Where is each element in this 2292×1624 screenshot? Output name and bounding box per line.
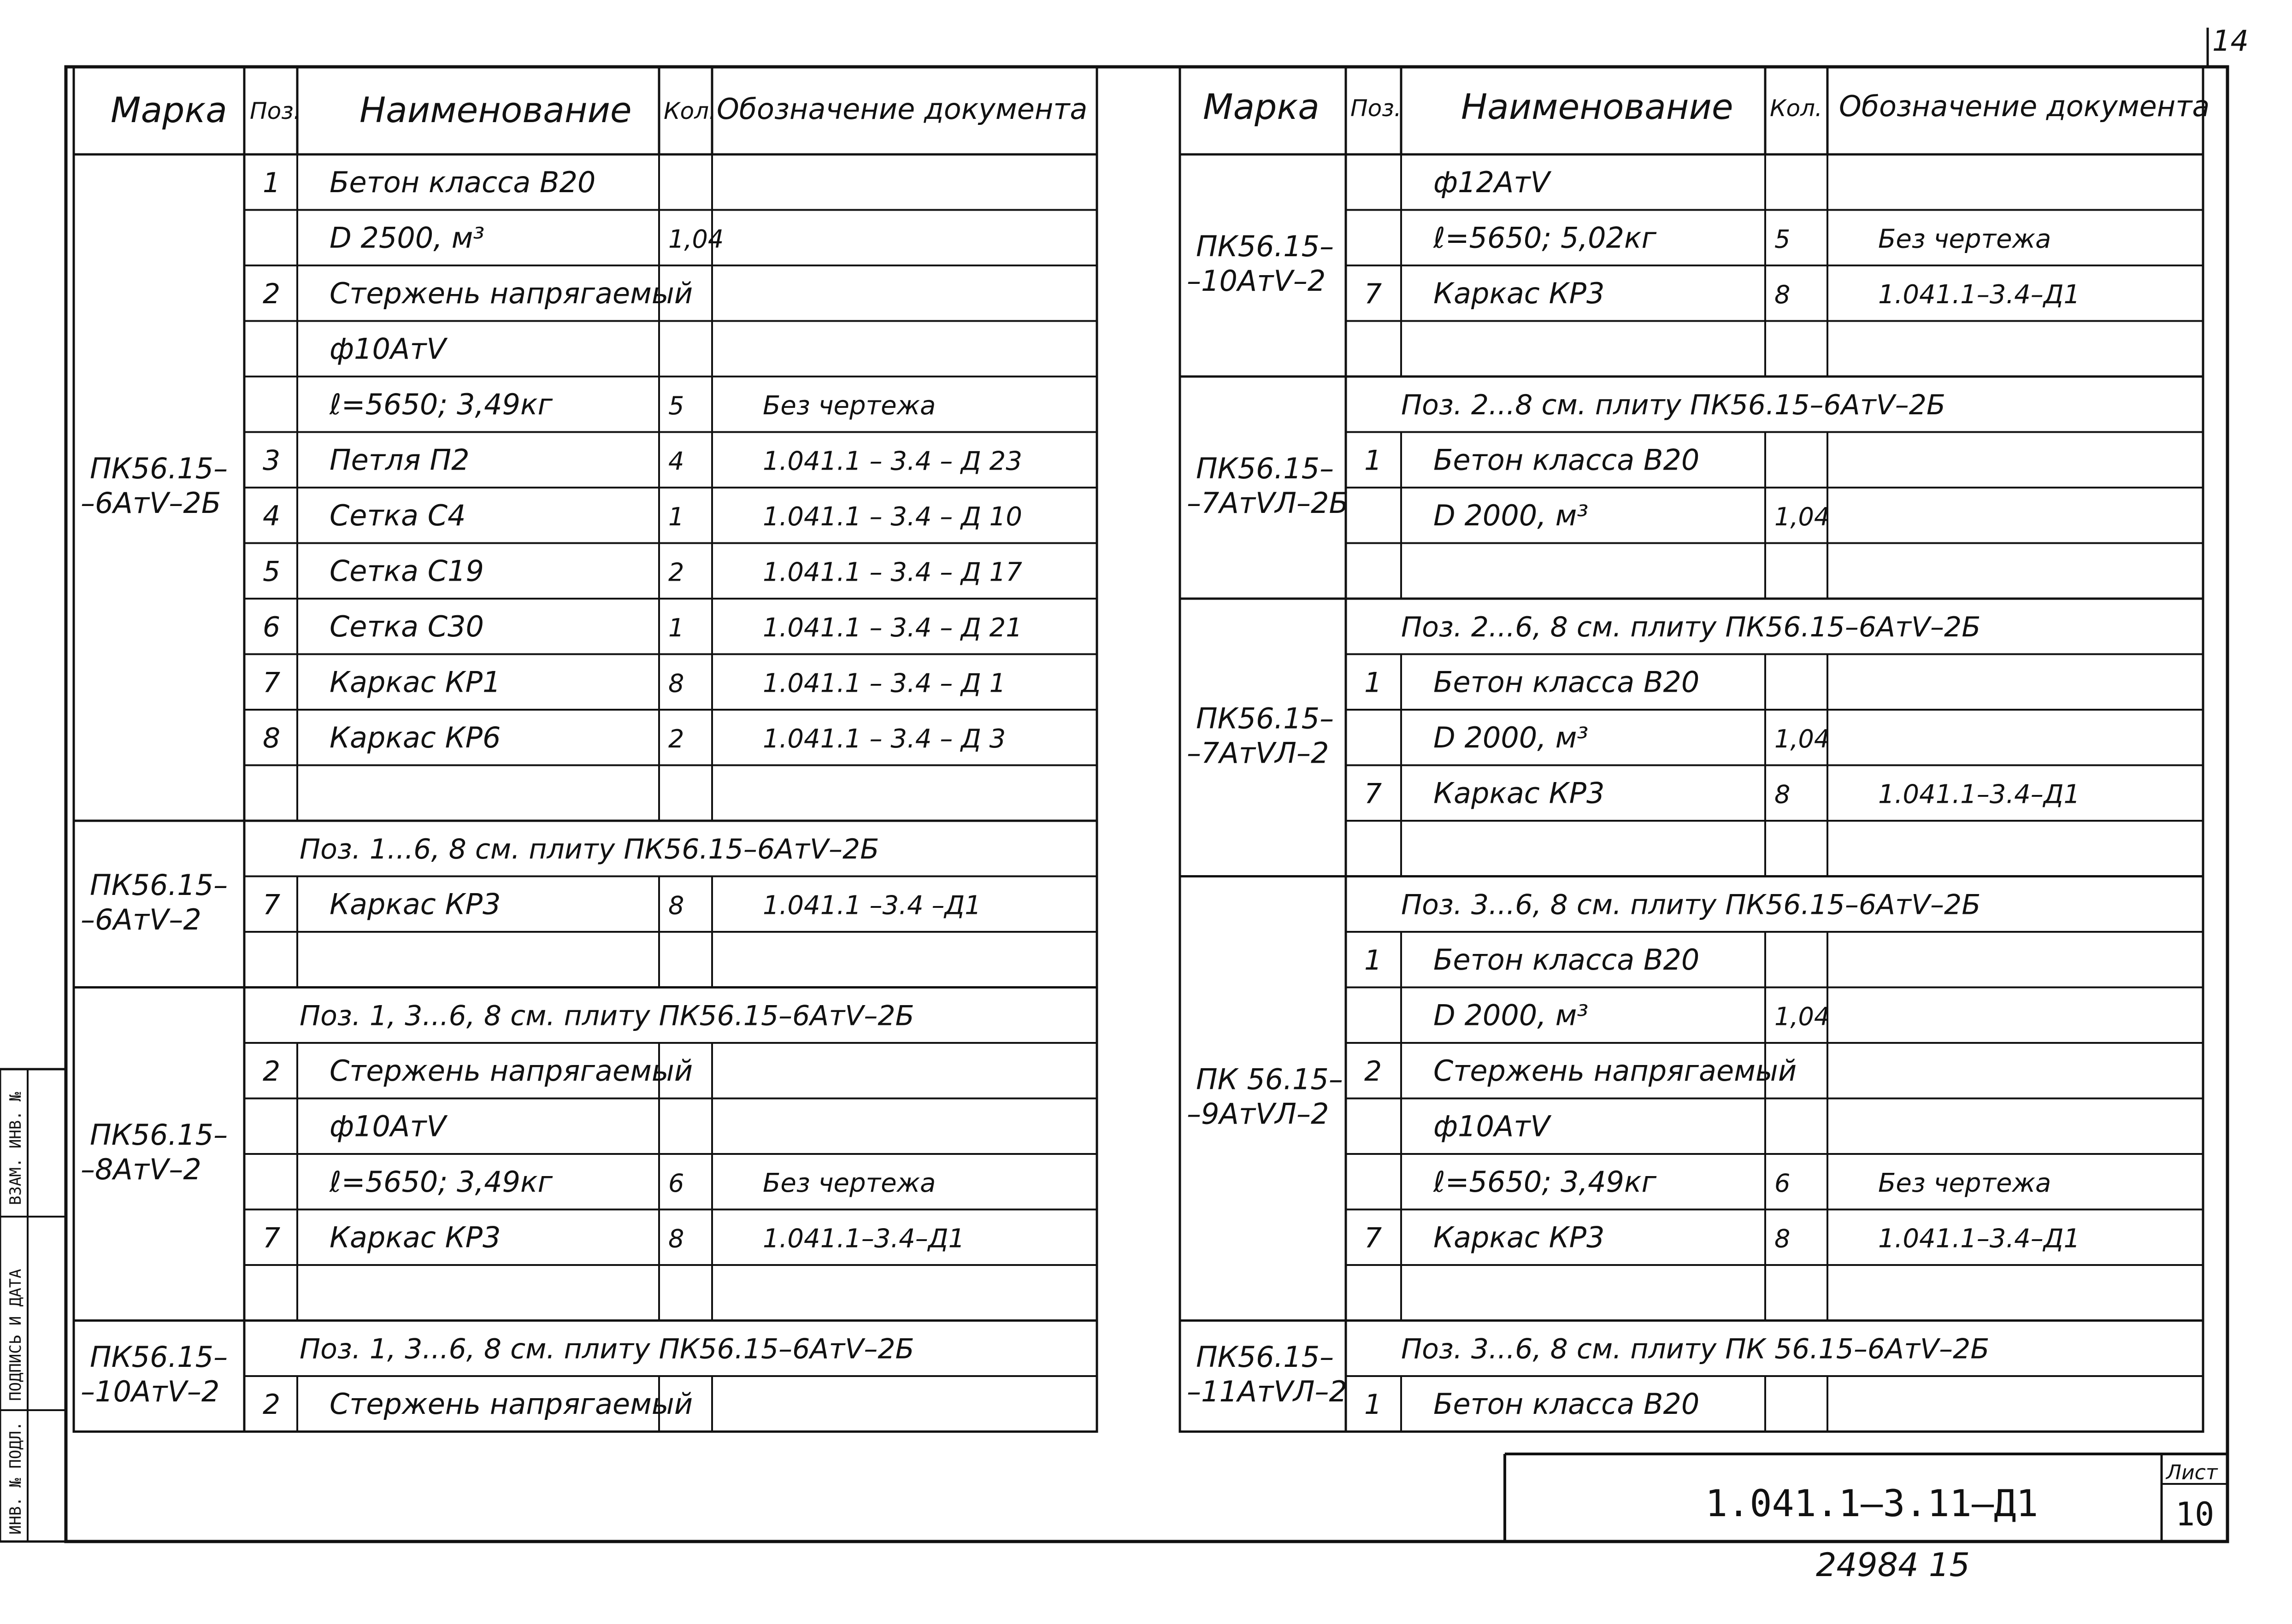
name-cell: Сетка С4 [330,498,466,532]
table-row [1433,998,1830,1032]
document-cell: 1.041.1 – 3.4 – Д 10 [763,501,1022,532]
table-row [263,1220,965,1254]
table-row [300,1333,914,1365]
name-cell: Каркас КР3 [330,887,501,921]
reference-note: Поз. 1...6, 8 см. плиту ПК56.15–6АтV–2Б [300,833,879,865]
table-row [1401,611,1980,643]
position-cell: 4 [263,500,281,532]
title-block [1505,1454,2227,1542]
name-cell: ф10АтV [330,1109,446,1143]
table-row [1364,1387,1699,1421]
name-cell: Бетон класса В20 [330,165,596,199]
table-row [263,721,1006,754]
document-cell: 1.041.1 – 3.4 – Д 1 [763,668,1006,699]
reference-note: Поз. 1, 3...6, 8 см. плиту ПК56.15–6АтV–2Б [300,1000,914,1032]
table-row [263,554,1022,588]
mark-label-line1: ПК56.15– [90,868,228,902]
position-cell: 7 [263,1222,281,1254]
table-row [263,165,595,199]
name-cell: D 2000, м³ [1433,498,1589,532]
stamp-vzam: ВЗАМ. ИНВ. № [6,1092,25,1205]
name-cell: Каркас КР3 [330,1220,501,1254]
mark-label-line1: ПК56.15– [90,1118,228,1152]
mark-label-line1: ПК 56.15– [1196,1062,1343,1096]
quantity-cell: 8 [668,669,684,698]
table-row [263,887,981,921]
table-row [1364,1220,2080,1254]
table-row [330,1109,448,1143]
position-cell: 2 [1364,1055,1382,1088]
quantity-cell: 1,04 [668,224,724,254]
document-cell: 1.041.1–3.4–Д1 [1878,279,2080,310]
left-header-doc: Обозначение документа [717,92,1088,126]
name-cell: Бетон класса В20 [1433,1387,1700,1421]
document-code: 1.041.1–3.11–Д1 [1705,1482,2039,1525]
table-row [330,221,724,254]
name-cell: D 2000, м³ [1433,998,1589,1032]
name-cell: Каркас КР3 [1433,1220,1605,1254]
name-cell: ф10АтV [330,332,446,366]
name-cell: Сетка С19 [330,554,484,588]
quantity-cell: 2 [668,724,684,753]
table-row [1364,277,2080,310]
stamp-podpis: ПОДПИСЬ И ДАТА [6,1269,25,1401]
document-cell: 1.041.1 – 3.4 – Д 21 [763,612,1022,643]
position-cell: 1 [1364,944,1382,977]
mark-label-line1: ПК56.15– [90,452,228,485]
table-row [1364,665,1699,699]
position-cell: 5 [263,555,281,588]
right-header-doc: Обозначение документа [1839,89,2210,123]
name-cell: Стержень напрягаемый [1433,1053,1797,1088]
table-row [263,610,1022,643]
table-row [263,277,693,310]
sheet-number: 10 [2175,1495,2215,1533]
reference-note: Поз. 3...6, 8 см. плиту ПК 56.15–6АтV–2Б [1401,1333,1990,1365]
name-cell: ф10АтV [1433,1109,1550,1143]
name-cell: ℓ=5650; 3,49кг [1433,1165,1657,1199]
corner-page-number: 14 [2212,24,2249,58]
table-row [300,1000,914,1032]
right-header-poz: Поз. [1350,95,1402,122]
position-cell: 7 [1364,777,1382,810]
document-cell: 1.041.1–3.4–Д1 [1878,1224,2080,1254]
quantity-cell: 1,04 [1774,724,1830,753]
name-cell: Каркас КР3 [1433,776,1605,810]
mark-label-line2: –8АтV–2 [81,1153,201,1186]
name-cell: Сетка С30 [330,609,484,643]
mark-label-line2: –6АтV–2 [81,902,201,936]
table-row [263,1054,693,1088]
name-cell: Стержень напрягаемый [330,276,693,310]
table-row [1401,1333,1989,1365]
table-row [263,1387,693,1421]
document-cell: Без чертежа [763,390,936,421]
table-row [1433,1165,2051,1199]
document-cell: Без чертежа [1878,1168,2051,1198]
table-row [263,499,1022,532]
table-row [263,443,1022,477]
position-cell: 7 [263,666,281,699]
name-cell: D 2000, м³ [1433,720,1589,754]
table-row [1433,721,1830,754]
mark-label-line2: –11АтVЛ–2 [1187,1375,1347,1408]
right-header-marka: Марка [1203,86,1320,127]
mark-label-line2: –10АтV–2 [1187,264,1326,298]
table-row [1433,165,1552,199]
position-cell: 1 [1364,1388,1382,1421]
name-cell: Петля П2 [330,443,470,477]
name-cell: Бетон класса В20 [1433,665,1700,699]
quantity-cell: 1,04 [1774,1002,1830,1031]
name-cell: Стержень напрягаемый [330,1387,693,1421]
table-row [263,665,1006,699]
right-header-name: Наименование [1461,86,1733,127]
name-cell: Бетон класса В20 [1433,443,1700,477]
quantity-cell: 4 [668,447,684,476]
position-cell: 2 [263,1055,281,1088]
mark-label-line2: –10АтV–2 [81,1375,220,1408]
left-header-name: Наименование [359,89,632,130]
quantity-cell: 8 [1774,280,1791,309]
quantity-cell: 5 [1774,224,1791,254]
position-cell: 7 [1364,277,1382,310]
position-cell: 8 [263,722,281,754]
reference-note: Поз. 2...8 см. плиту ПК56.15–6АтV–2Б [1401,388,1946,421]
left-header-marka: Марка [111,89,227,130]
name-cell: Каркас КР3 [1433,276,1605,310]
mark-label-line1: ПК56.15– [1196,452,1334,485]
position-cell: 2 [263,1388,281,1421]
left-header-poz: Поз. [250,98,301,124]
quantity-cell: 1 [668,502,684,531]
position-cell: 3 [263,444,281,477]
reference-note: Поз. 3...6, 8 см. плиту ПК56.15–6АтV–2Б [1401,888,1981,921]
quantity-cell: 6 [668,1168,684,1198]
right-header-kol: Кол. [1770,95,1822,122]
table-row [1401,389,1945,421]
name-cell: Каркас КР6 [330,720,501,754]
position-cell: 2 [263,277,281,310]
table-row [329,388,936,421]
table-row [1364,1054,1797,1088]
name-cell: ℓ=5650; 3,49кг [330,1165,553,1199]
table-row [300,833,879,865]
name-cell: ф12АтV [1433,165,1550,199]
table-row [330,332,448,365]
quantity-cell: 6 [1774,1168,1791,1198]
position-cell: 1 [263,166,281,199]
name-cell: Стержень напрягаемый [330,1053,693,1088]
document-cell: 1.041.1 –3.4 –Д1 [763,890,981,921]
table-row [1433,1109,1552,1143]
table-row [1433,221,2051,254]
quantity-cell: 5 [668,391,684,420]
left-specification-table [74,67,1097,1432]
table-row [329,1165,936,1199]
quantity-cell: 8 [668,1224,684,1253]
mark-label-line1: ПК56.15– [90,1340,228,1374]
mark-label-line2: –9АтVЛ–2 [1187,1097,1329,1131]
position-cell: 1 [1364,666,1382,699]
quantity-cell: 1,04 [1774,502,1830,531]
table-row [1364,776,2080,810]
quantity-cell: 8 [1774,1224,1791,1253]
mark-label-line1: ПК56.15– [1196,229,1334,263]
reference-note: Поз. 2...6, 8 см. плиту ПК56.15–6АтV–2Б [1401,611,1981,643]
table-row [1364,943,1699,977]
sheet-label: Лист [2166,1461,2218,1484]
document-cell: 1.041.1 – 3.4 – Д 23 [763,446,1022,477]
stamp-inv-podl: ИНВ. № ПОДЛ. [6,1421,25,1535]
mark-label-line1: ПК56.15– [1196,1340,1334,1374]
position-cell: 6 [263,611,281,643]
left-header-kol: Кол. [664,98,716,124]
document-cell: 1.041.1–3.4–Д1 [763,1224,965,1254]
quantity-cell: 8 [1774,780,1791,809]
side-stamp [0,1069,66,1542]
name-cell: D 2500, м³ [330,221,485,255]
table-row [1433,499,1830,532]
quantity-cell: 8 [668,891,684,920]
document-cell: 1.041.1 – 3.4 – Д 3 [763,724,1006,754]
position-cell: 7 [263,888,281,921]
position-cell: 1 [1364,444,1382,477]
document-cell: 1.041.1 – 3.4 – Д 17 [763,557,1022,588]
reference-note: Поз. 1, 3...6, 8 см. плиту ПК56.15–6АтV–2Б [300,1333,914,1365]
name-cell: Каркас КР1 [330,665,501,699]
name-cell: ℓ=5650; 3,49кг [330,387,553,421]
mark-label-line1: ПК56.15– [1196,701,1334,736]
mark-label-line2: –7АтVЛ–2 [1187,736,1329,770]
name-cell: ℓ=5650; 5,02кг [1433,221,1657,255]
mark-label-line2: –6АтV–2Б [81,486,221,520]
document-cell: Без чертежа [763,1168,936,1198]
table-row [1401,888,1980,921]
quantity-cell: 2 [668,558,684,587]
document-cell: 1.041.1–3.4–Д1 [1878,779,2080,810]
position-cell: 7 [1364,1222,1382,1254]
mark-label-line2: –7АтVЛ–2Б [1187,486,1349,520]
quantity-cell: 1 [668,613,684,642]
table-row [1364,443,1699,477]
archive-number: 24984 15 [1816,1546,1970,1584]
right-specification-table [1180,67,2210,1432]
name-cell: Бетон класса В20 [1433,942,1700,977]
document-cell: Без чертежа [1878,224,2051,254]
